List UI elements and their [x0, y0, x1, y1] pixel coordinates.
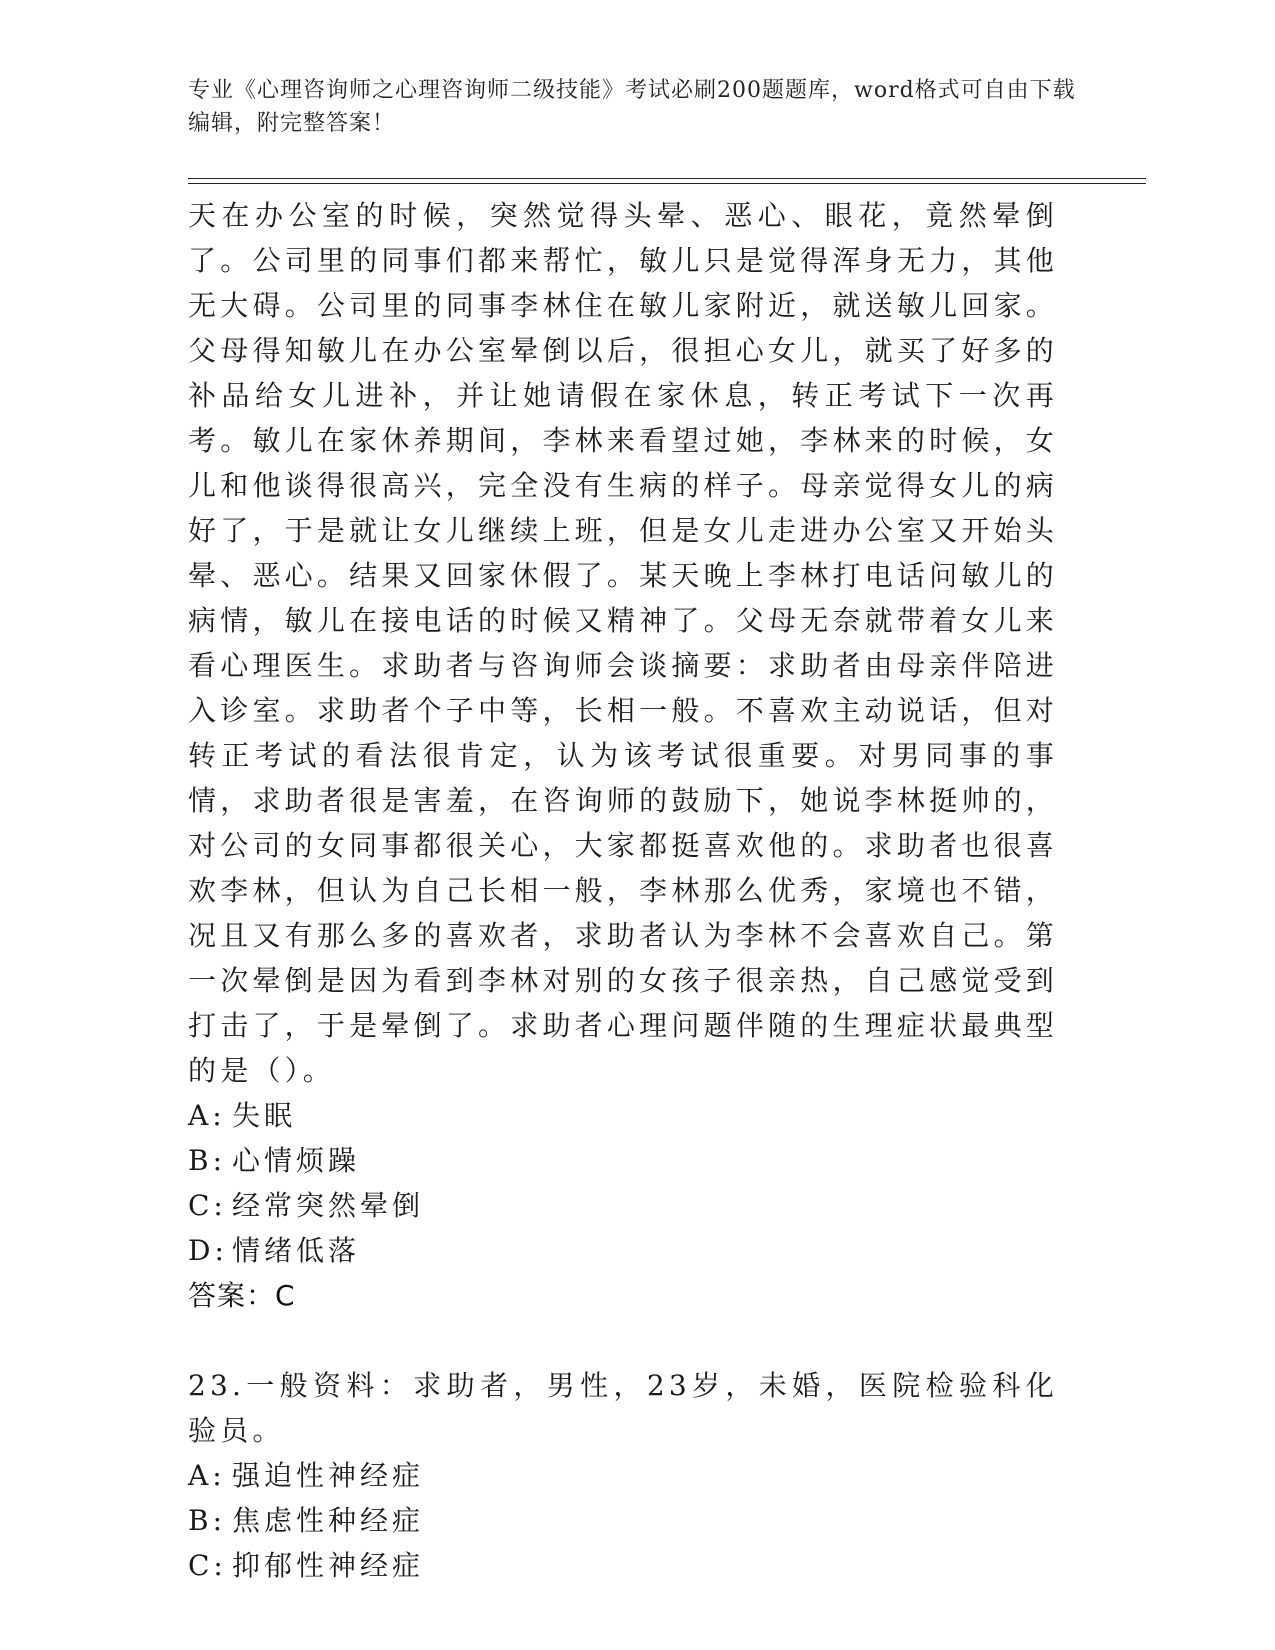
option-key: A:	[188, 1459, 226, 1492]
option-key: D:	[188, 1234, 228, 1267]
option-text: 心情烦躁	[232, 1144, 361, 1177]
option-key: C:	[188, 1189, 227, 1222]
option-text: 经常突然晕倒	[232, 1189, 425, 1222]
option-text: 强迫性神经症	[232, 1459, 425, 1492]
document-body	[188, 193, 1058, 1588]
question-22-answer: 答案：C	[188, 1279, 296, 1312]
option-text: 失眠	[232, 1099, 297, 1132]
question-22-option-c	[188, 1183, 1058, 1228]
option-key: B:	[188, 1504, 227, 1537]
question-23-stem: 23.一般资料：求助者，男性，23岁，未婚，医院检验科化验员。	[188, 1369, 1058, 1447]
option-key: B:	[188, 1144, 227, 1177]
option-text: 焦虑性种经症	[232, 1504, 425, 1537]
question-22-option-d	[188, 1228, 1058, 1273]
option-key: C:	[188, 1549, 227, 1582]
question-22-option-a	[188, 1093, 1058, 1138]
question-23-option-c	[188, 1543, 1058, 1588]
question-23-option-a	[188, 1453, 1058, 1498]
question-22-body: 天在办公室的时候，突然觉得头晕、恶心、眼花，竟然晕倒了。公司里的同事们都来帮忙，敏儿只是觉得浑身无力，其他无大碍。公司里的同事李林住在敏儿家附近，就送敏儿回家。父母得知敏儿在办公室晕倒以后，很担心女儿，就买了好多的补品给女儿进补，并让她请假在家休息，转正考试下一次再考。敏儿在家休养期间，李林来看望过她，李林来的时候，女儿和他谈得很高兴，完全没有生病的样子。母亲觉得女儿的病好了，于是就让女儿继续上班，但是女儿走进办公室又开始头晕、恶心。结果又回家休假了。某天晚上李林打电话问敏儿的病情，敏儿在接电话的时候又精神了。父母无奈就带着女儿来看心理医生。求助者与咨询师会谈摘要：求助者由母亲伴陪进入诊室。求助者个子中等，长相一般。不喜欢主动说话，但对转正考试的看法很肯定，认为该考试很重要。对男同事的事情，求助者很是害羞，在咨询师的鼓励下，她说李林挺帅的，对公司的女同事都很关心，大家都挺喜欢他的。求助者也很喜欢李林，但认为自己长相一般，李林那么优秀，家境也不错，况且又有那么多的喜欢者，求助者认为李林不会喜欢自己。第一次晕倒是因为看到李林对别的女孩子很亲热，自己感觉受到打击了，于是晕倒了。求助者心理问题伴随的生理症状最典型的是（）。	[188, 199, 1058, 1087]
question-22-option-b	[188, 1138, 1058, 1183]
option-key: A:	[188, 1099, 226, 1132]
question-23-option-b	[188, 1498, 1058, 1543]
option-text: 抑郁性神经症	[232, 1549, 425, 1582]
header-divider-bottom	[188, 183, 1146, 184]
document-header: 专业《心理咨询师之心理咨询师二级技能》考试必刷200题题库，word格式可自由下载编辑，附完整答案！	[188, 78, 1076, 136]
section-spacer	[188, 1318, 1058, 1363]
header-divider-top	[188, 178, 1146, 179]
option-text: 情绪低落	[232, 1234, 361, 1267]
